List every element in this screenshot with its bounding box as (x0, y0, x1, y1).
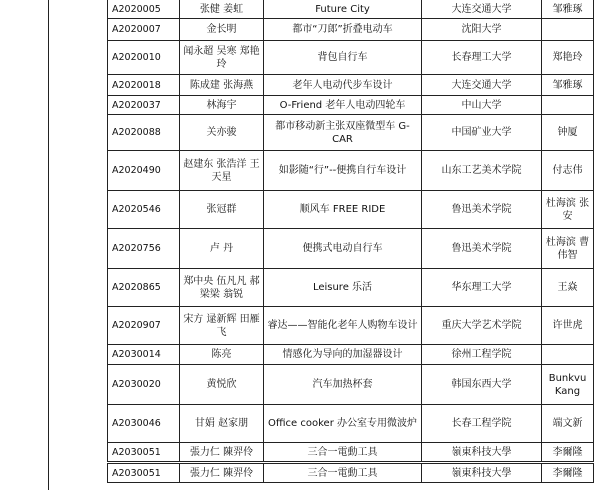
teacher-cell (542, 345, 594, 365)
work-title-cell: 汽车加热杯套 (264, 365, 422, 405)
teacher-cell: 端文新 (542, 405, 594, 443)
teacher-cell: Bunkvu Kang (542, 365, 594, 405)
entry-id-cell: A2020546 (108, 191, 180, 229)
authors-cell: 黄悦欣 (180, 365, 264, 405)
table-row (108, 443, 594, 463)
school-cell: 鲁迅美术学院 (422, 191, 542, 229)
teacher-cell: 李爾隆 (542, 463, 594, 483)
entry-id-cell: A2020865 (108, 269, 180, 307)
authors-cell: 赵建东 张浩洋 王天星 (180, 151, 264, 191)
work-title-cell: Leisure 乐活 (264, 269, 422, 307)
entry-id-cell: A2020037 (108, 96, 180, 115)
school-cell: 山东工艺美术学院 (422, 151, 542, 191)
work-title-cell: 情感化为导向的加湿器设计 (264, 345, 422, 365)
entry-id-cell: A2020756 (108, 229, 180, 269)
school-cell: 长春理工大学 (422, 41, 542, 75)
entry-id-cell: A2030014 (108, 345, 180, 365)
table-row (108, 463, 594, 483)
authors-cell: 甘娟 赵家朋 (180, 405, 264, 443)
school-cell: 中国矿业大学 (422, 115, 542, 151)
work-title-cell: 睿达——智能化老年人购物车设计 (264, 307, 422, 345)
left-margin-rule (48, 0, 49, 490)
authors-cell: 张健 姜虹 (180, 0, 264, 19)
teacher-cell: 王焱 (542, 269, 594, 307)
table-row (108, 345, 594, 365)
work-title-cell: 都市移动新主张双座微型车 G-CAR (264, 115, 422, 151)
authors-cell: 宋方 逯新辉 田雁飞 (180, 307, 264, 345)
school-cell: 长春工程学院 (422, 405, 542, 443)
authors-cell: 陈亮 (180, 345, 264, 365)
teacher-cell: 李爾隆 (542, 443, 594, 463)
entry-id-cell: A2030020 (108, 365, 180, 405)
school-cell: 韩国东西大学 (422, 365, 542, 405)
entry-id-cell: A2020490 (108, 151, 180, 191)
table-row (108, 0, 594, 19)
entry-id-cell: A2030051 (108, 463, 180, 483)
entry-id-cell: A2020010 (108, 41, 180, 75)
teacher-cell: 钟厦 (542, 115, 594, 151)
teacher-cell: 许世虎 (542, 307, 594, 345)
table-row (108, 19, 594, 41)
table-row (108, 365, 594, 405)
teacher-cell: 邹雅琢 (542, 75, 594, 96)
work-title-cell: 如影随“行”--便携自行车设计 (264, 151, 422, 191)
authors-cell: 卢 丹 (180, 229, 264, 269)
entry-id-cell: A2020007 (108, 19, 180, 41)
teacher-cell (542, 96, 594, 115)
table-row (108, 307, 594, 345)
teacher-cell: 杜海滨 张安 (542, 191, 594, 229)
entry-id-cell: A2020005 (108, 0, 180, 19)
school-cell: 嶺東科技大學 (422, 443, 542, 463)
authors-cell: 张冠群 (180, 191, 264, 229)
work-title-cell: 便携式电动自行车 (264, 229, 422, 269)
table-row (108, 229, 594, 269)
table-row (108, 115, 594, 151)
work-title-cell: 都市“刀郎”折叠电动车 (264, 19, 422, 41)
school-cell: 华东理工大学 (422, 269, 542, 307)
school-cell: 大连交通大学 (422, 75, 542, 96)
award-list-table (107, 0, 594, 483)
table-row (108, 75, 594, 96)
authors-cell: 林海宇 (180, 96, 264, 115)
work-title-cell: 老年人电动代步车设计 (264, 75, 422, 96)
school-cell: 中山大学 (422, 96, 542, 115)
work-title-cell: Office cooker 办公室专用微波炉 (264, 405, 422, 443)
teacher-cell: 付志伟 (542, 151, 594, 191)
table-row (108, 96, 594, 115)
table-row (108, 151, 594, 191)
authors-cell: 張力仁 陳羿伶 (180, 463, 264, 483)
table-row (108, 41, 594, 75)
work-title-cell: 顺风车 FREE RIDE (264, 191, 422, 229)
school-cell: 沈阳大学 (422, 19, 542, 41)
work-title-cell: 背包自行车 (264, 41, 422, 75)
authors-cell: 关亦骏 (180, 115, 264, 151)
teacher-cell: 邹雅琢 (542, 0, 594, 19)
school-cell: 大连交通大学 (422, 0, 542, 19)
teacher-cell: 郑艳玲 (542, 41, 594, 75)
authors-cell: 金长明 (180, 19, 264, 41)
authors-cell: 張力仁 陳羿伶 (180, 443, 264, 463)
work-title-cell: 三合一電動工具 (264, 443, 422, 463)
teacher-cell: 杜海滨 曹伟智 (542, 229, 594, 269)
school-cell: 徐州工程学院 (422, 345, 542, 365)
school-cell: 嶺東科技大學 (422, 463, 542, 483)
school-cell: 鲁迅美术学院 (422, 229, 542, 269)
authors-cell: 陈成建 张海燕 (180, 75, 264, 96)
table-row (108, 269, 594, 307)
authors-cell: 郑中央 伍凡凡 郝梁梁 翁锐 (180, 269, 264, 307)
school-cell: 重庆大学艺术学院 (422, 307, 542, 345)
entry-id-cell: A2020907 (108, 307, 180, 345)
table-row (108, 405, 594, 443)
entry-id-cell: A2020018 (108, 75, 180, 96)
authors-cell: 闻永超 吴寒 郑艳玲 (180, 41, 264, 75)
work-title-cell: 三合一電動工具 (264, 463, 422, 483)
entry-id-cell: A2030051 (108, 443, 180, 463)
entry-id-cell: A2020088 (108, 115, 180, 151)
work-title-cell: O-Friend 老年人电动四轮车 (264, 96, 422, 115)
teacher-cell (542, 19, 594, 41)
entry-id-cell: A2030046 (108, 405, 180, 443)
work-title-cell: Future City (264, 0, 422, 19)
table-row (108, 191, 594, 229)
